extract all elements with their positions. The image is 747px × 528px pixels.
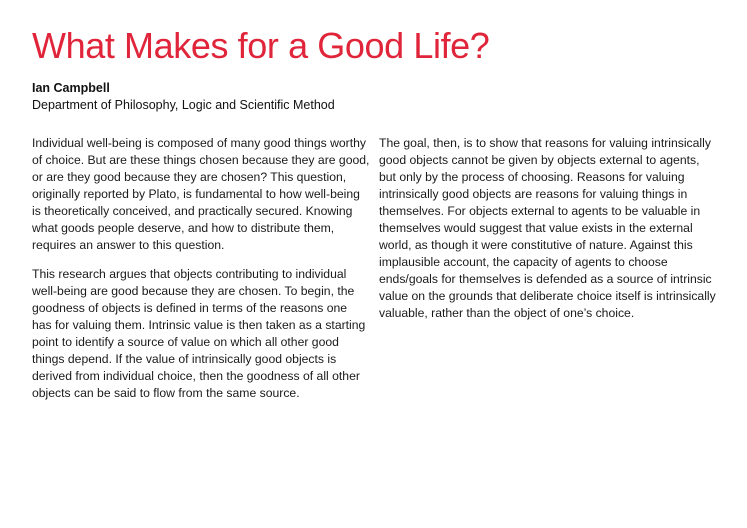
author-name: Ian Campbell bbox=[32, 81, 110, 95]
body-column-left bbox=[32, 135, 370, 414]
article-title: What Makes for a Good Life? bbox=[32, 25, 490, 66]
department-name: Department of Philosophy, Logic and Scientific Method bbox=[32, 98, 335, 112]
body-column-right bbox=[379, 135, 717, 334]
body-paragraph: Individual well-being is composed of many good things worthy of choice. But are these things chosen because they are good, or are they good because they are chosen? This question, originally reported by Plato, is fundamental to how well-being is theoretically conceived, and practically secured. Knowing what goods people deserve, and how to distribute them, requires an answer to this question. bbox=[32, 136, 370, 252]
body-paragraph: This research argues that objects contributing to individual well-being are good because they are chosen. To begin, the goodness of objects is defined in terms of the reasons one has for valuing them. Intrinsic value is then taken as a starting point to identify a source of value on which all other good things depend. If the value of intrinsically good objects is derived from individual choice, then the goodness of all other objects can be said to flow from the same source. bbox=[32, 267, 366, 400]
body-paragraph: The goal, then, is to show that reasons for valuing intrinsically good objects cannot be given by objects external to agents, but only by the process of choosing. Reasons for valuing intrinsically good objects are reasons for valuing things in themselves. For objects external to agents to be valuable in themselves would suggest that value exists in the external world, as though it were constitutive of nature. Against this implausible account, the capacity of agents to choose ends/goals for themselves is defended as a source of intrinsic value on the grounds that deliberate choice itself is intrinsically valuable, rather than the object of one’s choice. bbox=[379, 136, 716, 320]
